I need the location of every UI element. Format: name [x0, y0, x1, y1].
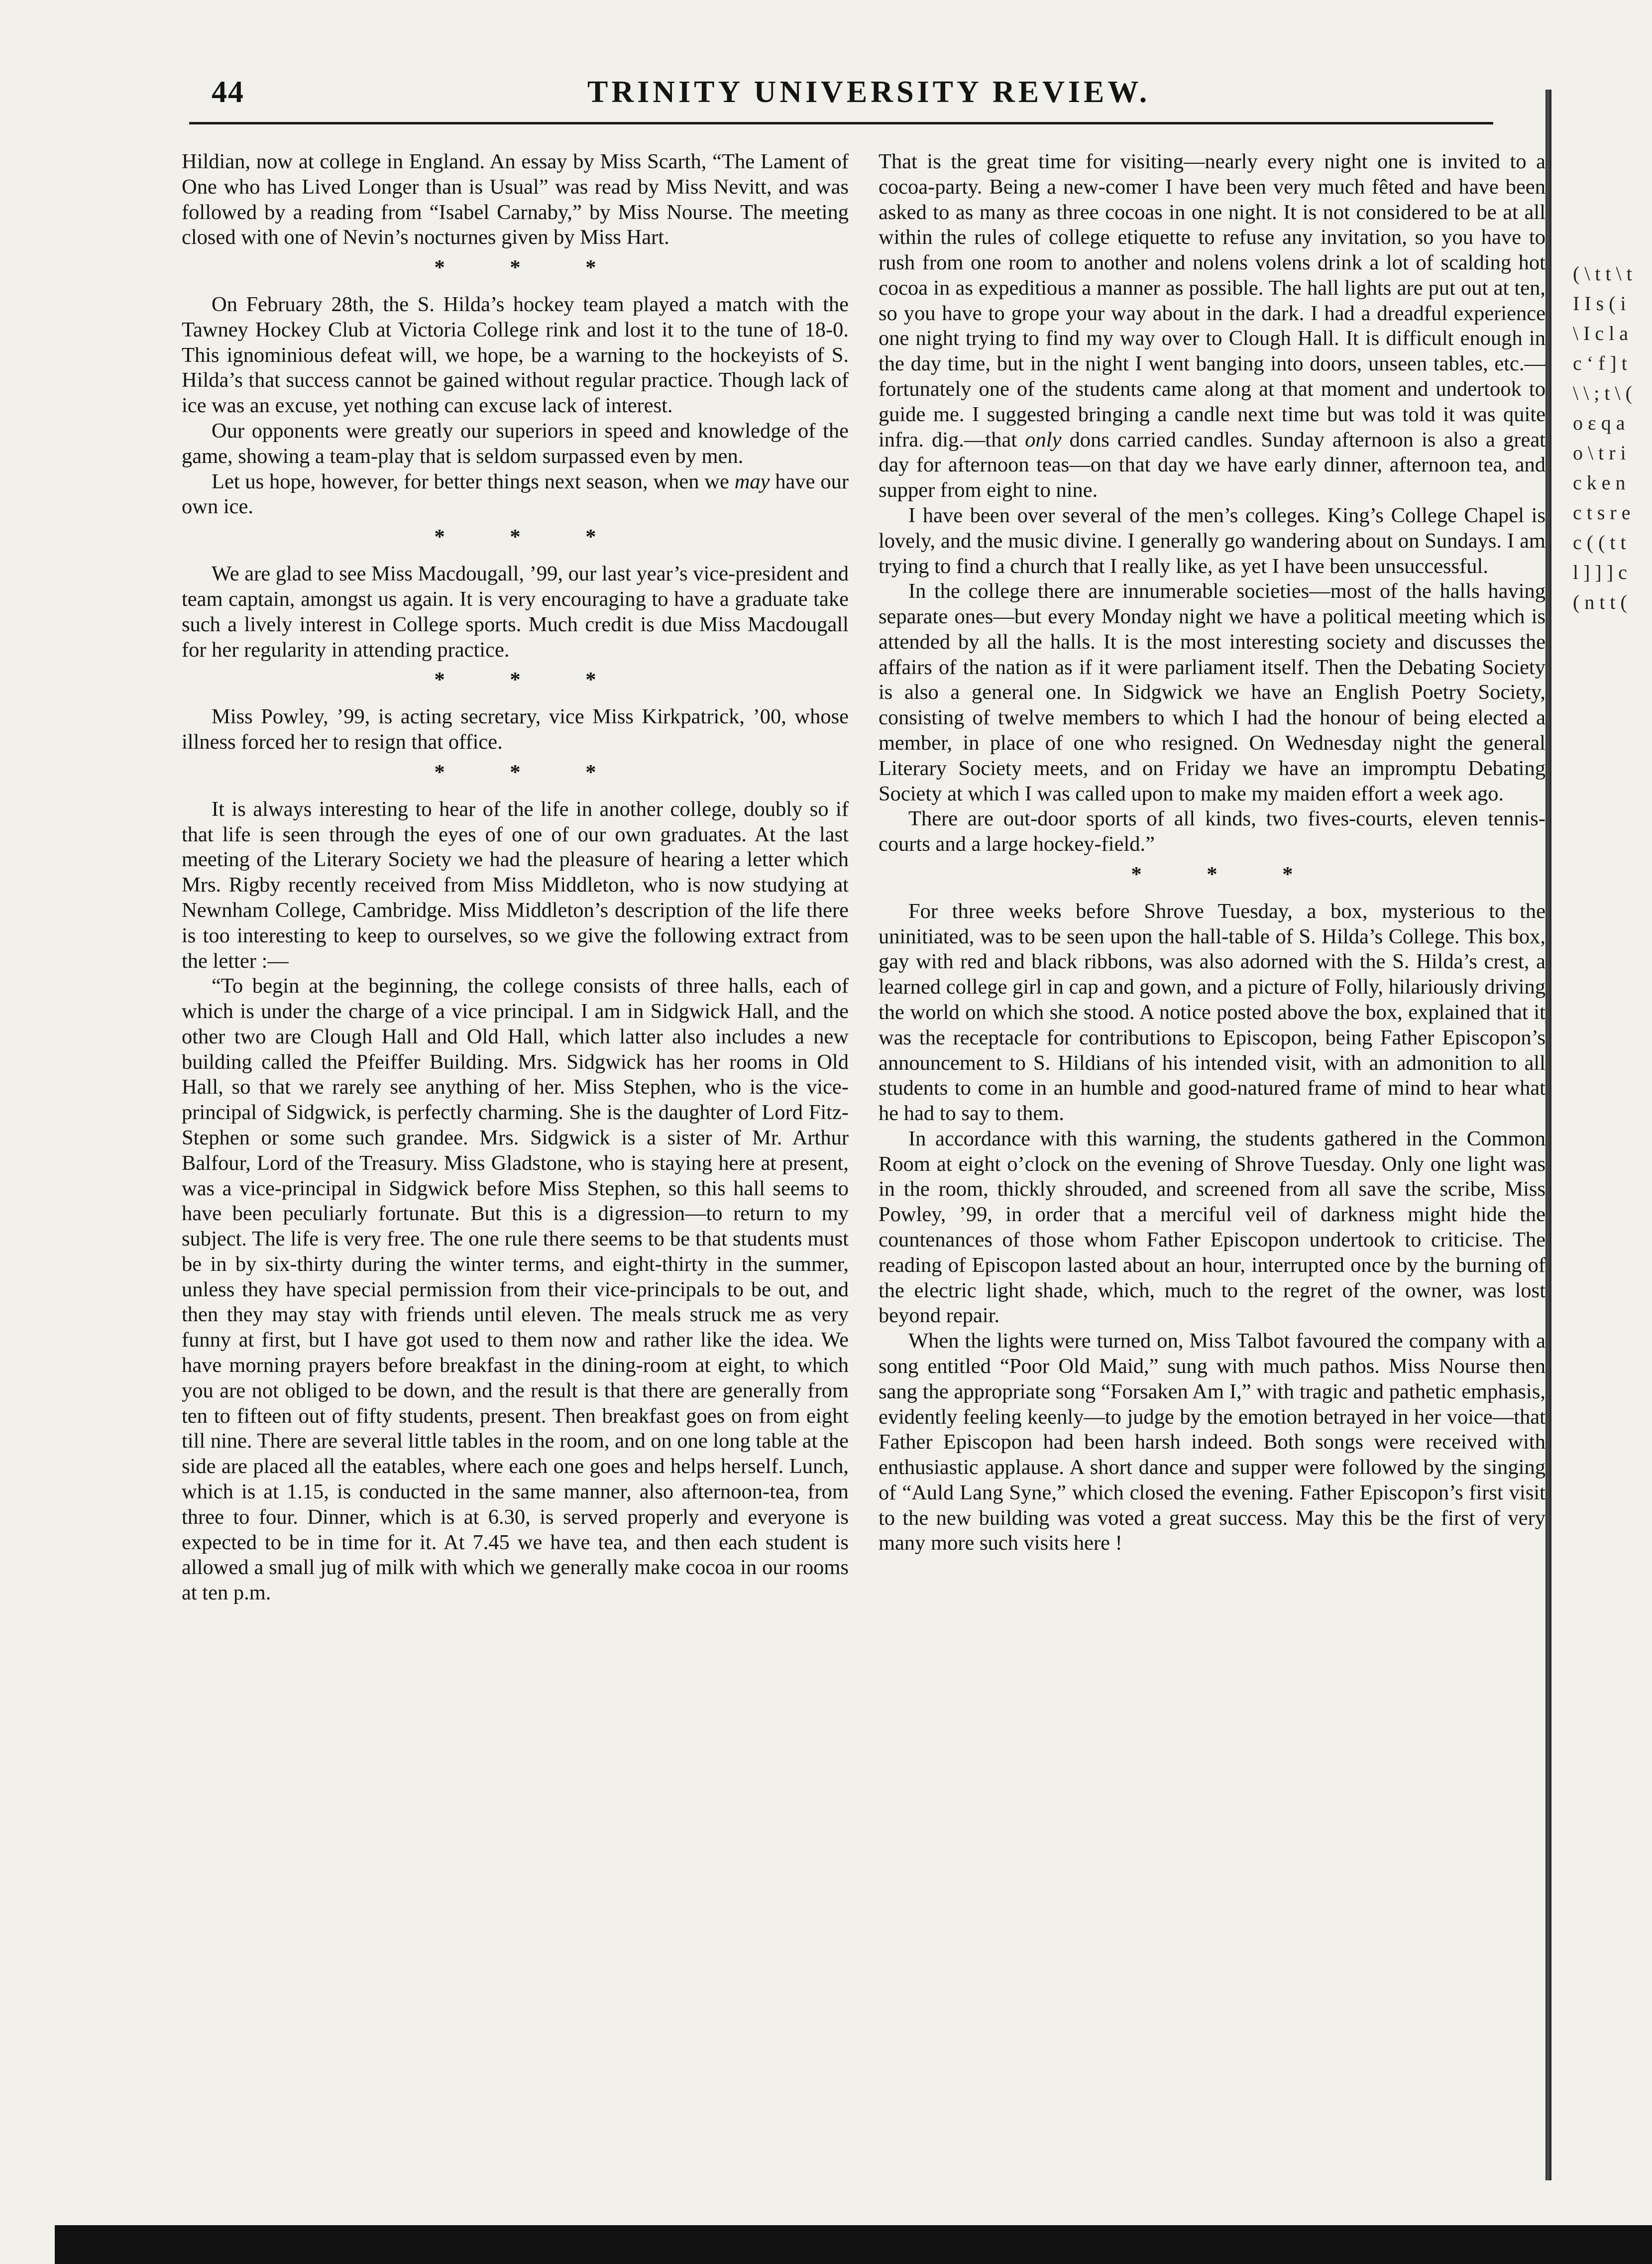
header-rule — [189, 122, 1493, 124]
text-run: That is the great time for visiting—nearly every night one is invited to a cocoa-party. Being a new-comer I have been very much fêted and have been asked to as many as three cocoas in one night. It is not considered to be at all within the rules of college etiquette to refuse any invitation, so you have to rush from one room to another and nolens volens drink a lot of scalding hot cocoa in as expeditious a manner as possible. The hall lights are put out at ten, so you have to grope your way about in the dark. I had a dreadful experience one night trying to find my way over to Clough Hall. It is difficult enough in the day time, but in the night I went banging into doors, unseen tables, etc.—fortunately one of the students came along at that moment and undertook to guide me. I suggested bringing a candle next time but was told it was quite infra. dig.—that — [879, 150, 1545, 452]
article-paragraph — [182, 469, 849, 520]
article-paragraph: There are out-door sports of all kinds, two fives-courts, eleven tennis-courts and a large hockey-field.” — [879, 807, 1545, 856]
scan-bottom-shadow — [55, 2225, 1652, 2264]
right-column — [879, 149, 1545, 1556]
emphasis: may — [734, 469, 770, 493]
article-paragraph: Our opponents were greatly our superiors in speed and knowledge of the game, showing a team-play that is seldom surpassed even by men. — [182, 419, 849, 468]
page-number: 44 — [212, 75, 244, 109]
section-separator: * * * — [434, 760, 626, 784]
section-separator: * * * — [434, 525, 626, 549]
article-paragraph — [879, 149, 1545, 503]
emphasis: only — [1025, 428, 1062, 452]
text-run: have our own ice. — [182, 469, 849, 519]
article-paragraph: On February 28th, the S. Hilda’s hockey team played a match with the Tawney Hockey Club at Victoria College rink and lost it to the tune of 18-0. This ignominious defeat will, we hope, be a warning to the hockeyists of S. Hilda’s that success cannot be gained without regular practice. Though lack of ice was an excuse, yet nothing can excuse lack of interest. — [182, 293, 849, 418]
section-separator: * * * — [1131, 862, 1323, 886]
article-paragraph: We are glad to see Miss Macdougall, ’99, our last year’s vice-president and team captain, amongst us again. It is very encouraging to have a graduate take such a lively interest in College sports. Much credit is due Miss Macdougall for her regularity in attending practice. — [182, 562, 849, 662]
article-paragraph: In the college there are innumerable societies—most of the halls having separate ones—but every Monday night we have a political meeting which is attended by all the halls. It is the most interesting society and discusses the affairs of the nation as if it were parliament itself. Then the Debating Society is also a general one. In Sidgwick we have an English Poetry Society, consisting of twelve members to which I had the honour of being elected a member, in place of one who resigned. On Wednesday night the general Literary Society meets, and on Friday we have an impromptu Debating Society at which I was called upon to make my maiden effort a week ago. — [879, 579, 1545, 805]
left-column — [182, 149, 849, 1606]
section-separator: * * * — [434, 256, 626, 280]
article-paragraph: For three weeks before Shrove Tuesday, a box, mysterious to the uninitiated, was to be seen upon the hall-table of S. Hilda’s College. This box, gay with red and black ribbons, was also adorned with the S. Hilda’s crest, a learned college girl in cap and gown, and a picture of Folly, hilariously driving the world on which she stood. A notice posted above the box, explained that it was the receptacle for contributions to Episcopon, being Father Episcopon’s announcement to S. Hildians of his intended visit, with an admonition to all students to come in an humble and good-natured frame of mind to hear what he had to say to them. — [879, 899, 1545, 1126]
text-run: dons carried candles. Sunday afternoon is also a great day for afternoon teas—on that day we have early dinner, afternoon tea, and supper from eight to nine. — [879, 428, 1545, 502]
article-paragraph: “To begin at the beginning, the college consists of three halls, each of which is under the charge of a vice principal. I am in Sidgwick Hall, and the other two are Clough Hall and Old Hall, which latter also includes a new building called the Pfeiffer Building. Mrs. Sidgwick has her rooms in Old Hall, so that we rarely see anything of her. Miss Stephen, who is the vice-principal of Sidgwick, is perfectly charming. She is the daughter of Lord Fitz-Stephen or some such grandee. Mrs. Sidgwick is a sister of Mr. Arthur Balfour, Lord of the Treasury. Miss Gladstone, who is staying here at present, was a vice-principal in Sidgwick before Miss Stephen, so this hall seems to have been peculiarly fortunate. But this is a digression—to return to my subject. The life is very free. The one rule there seems to be that students must be in by six-thirty during the winter terms, and eight-thirty in the summer, unless they have special permission from their vice-principals to be out, and then they may stay with friends until eleven. The meals struck me as very funny at first, but I have got used to them now and rather like the idea. We have morning prayers before breakfast in the dining-room at eight, to which you are not obliged to be down, and the result is that there are generally from ten to fifteen out of fifty students, present. Then breakfast goes on from eight till nine. There are several little tables in the room, and on one long table at the side are placed all the eatables, where each one goes and helps herself. Lunch, which is at 1.15, is conducted in the same manner, also afternoon-tea, from three to four. Dinner, which is at 6.30, is served properly and everyone is expected to be in time for it. At 7.45 we have tea, and then each student is allowed a small jug of milk with which we generally make cocoa in our rooms at ten p.m. — [182, 974, 849, 1605]
article-paragraph: Miss Powley, ’99, is acting secretary, vice Miss Kirkpatrick, ’00, whose illness forced her to resign that office. — [182, 705, 849, 754]
article-paragraph: When the lights were turned on, Miss Talbot favoured the company with a song entitled “Poor Old Maid,” sung with much pathos. Miss Nourse then sang the appropriate song “Forsaken Am I,” with tragic and pathetic emphasis, evidently feeling keenly—to judge by the emotion betrayed in her voice—that Father Episcopon had been harsh indeed. Both songs were received with enthusiastic applause. A short dance and supper were followed by the singing of “Auld Lang Syne,” which closed the evening. Father Episcopon’s first visit to the new building was voted a great success. May this be the first of very many more such visits here ! — [879, 1329, 1545, 1555]
journal-title: TRINITY UNIVERSITY REVIEW. — [587, 75, 1151, 109]
facing-page-fragments: ( \ t t \ t I I s ( i \ I c l a c ‘ f ] t \ \ ; t \ ( o ε q a o \ t r i c k e n c t s r e c ( ( t t l ] ] ] c ( n t t ( — [1573, 262, 1632, 613]
binding-shadow — [1545, 90, 1551, 2180]
article-paragraph: In accordance with this warning, the students gathered in the Common Room at eight o’clock on the evening of Shrove Tuesday. Only one light was in the room, thickly shrouded, and screened from all save the scribe, Miss Powley, ’99, in order that a merciful veil of darkness might hide the countenances of those whom Father Episcopon undertook to criticise. The reading of Episcopon lasted about an hour, interrupted once by the burning of the electric light shade, which, much to the regret of the owner, was lost beyond repair. — [879, 1127, 1545, 1328]
article-paragraph: Hildian, now at college in England. An essay by Miss Scarth, “The Lament of One who has Lived Longer than is Usual” was read by Miss Nevitt, and was followed by a reading from “Isabel Carnaby,” by Miss Nourse. The meeting closed with one of Nevin’s nocturnes given by Miss Hart. — [182, 150, 849, 249]
text-run: Let us hope, however, for better things next season, when we — [212, 469, 735, 493]
article-paragraph: It is always interesting to hear of the life in another college, doubly so if that life is seen through the eyes of one of our own graduates. At the last meeting of the Literary Society we had the pleasure of hearing a letter which Mrs. Rigby recently received from Miss Middleton, who is now studying at Newnham College, Cambridge. Miss Middleton’s description of the life there is too interesting to keep to ourselves, so we give the following extract from the letter :— — [182, 797, 849, 973]
section-separator: * * * — [434, 668, 626, 692]
article-paragraph: I have been over several of the men’s colleges. King’s College Chapel is lovely, and the music divine. I generally go wandering about on Sundays. I am trying to find a church that I really like, as yet I have been unsuccessful. — [879, 503, 1545, 578]
